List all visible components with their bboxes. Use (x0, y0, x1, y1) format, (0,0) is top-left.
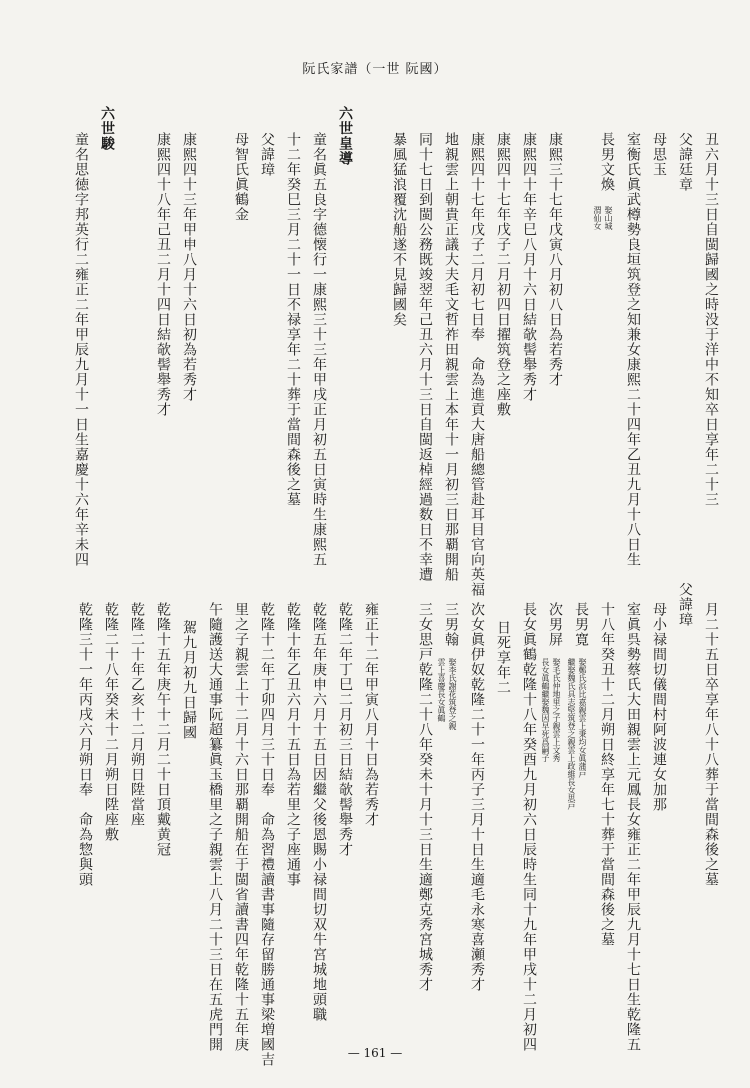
text-column: 室眞呉勢蔡氏大田親雲上元鳳長女雍正二年甲辰九月十七日生乾隆五 (625, 602, 641, 1052)
annotation-note: 娶鄭氏浜比嘉親雲上秉均女眞蒲戸 (578, 658, 587, 778)
text-column: 父諱廷章 (677, 132, 693, 192)
text-column: 康熙四十七年戊子二月初四日擢筑登之座敷 (495, 132, 511, 417)
annotation-note: 長女眞鶴繼娶魏因早死爲嗣子 (541, 658, 550, 762)
text-column: 長男寛 (573, 602, 589, 647)
text-column: 月二十五日卒享年八十八葬于當間森後之墓 (703, 602, 719, 887)
annotation-note: 娶毛氏仲地里之子親雲上文秀 (552, 658, 561, 762)
annotation-note: 雲上喜慶長女眞鶴 (437, 658, 446, 722)
text-column: 日死享年二 (495, 620, 511, 695)
text-column: 地親雲上朝貴正議大夫毛文哲祚田親雲上本年十一月初三日那覇開船 (443, 132, 459, 582)
text-column: 三女思戸乾隆二十八年癸未十月十三日生適鄭克秀宮城秀才 (417, 602, 433, 992)
text-column: 室衡氏眞武樽勢良垣筑登之知兼女康熙二十四年乙丑九月十八日生 (625, 132, 641, 567)
text-column: 乾隆二十八年癸未十二月朔日陞座敷 (103, 602, 119, 842)
text-column: 次男屏 (547, 602, 563, 647)
text-column: 暴風猛浪覆沈船遂不見歸國矣 (391, 132, 407, 327)
text-column: 長男文煥 (599, 132, 615, 192)
text-column: 乾隆十五年庚午十二月二十日頂戴黄冠 (155, 602, 171, 857)
text-column: 童名眞五良字德懐行一康熙三十三年甲戌正月初五日寅時生康熙五 (311, 132, 327, 567)
text-column: 乾隆十年乙丑六月十五日為若里之子座通事 (285, 602, 301, 887)
text-column: 乾隆十二年丁卯四月三十日奉 命為習禮讀書事隨存留勝通事梁増國吉 (259, 602, 275, 1067)
generation-heading: 六世駿 (99, 106, 115, 151)
annotation-note: 娶李氏謝花筑登之親 (448, 658, 457, 730)
text-column: 康熙四十七年戊子二月初七日奉 命為進貢大唐船總管赴耳目官向英福 (469, 132, 485, 597)
text-column: 康熙三十七年戊寅八月初八日為若秀才 (547, 132, 563, 387)
text-column: 童名思徳字邦英行二雍正二年甲辰九月十一日生嘉慶十六年辛未四 (73, 132, 89, 567)
text-column: 十二年癸巳三月二十一日不禄享年二十葬于當間森後之墓 (285, 132, 301, 507)
text-column: 次女眞伊奴乾隆二十一年丙子三月十日生適毛永寒喜瀬秀才 (469, 602, 485, 992)
text-column: 十八年癸丑十二月朔日終享年七十葬于當間森後之墓 (599, 602, 615, 947)
text-column: 父諱璋 (677, 582, 693, 627)
text-column: 三男翰 (443, 602, 459, 647)
text-column: 乾隆五年庚申六月十五日因繼父後恩賜小禄間切双牛宮城地頭職 (311, 602, 327, 1022)
annotation-note: 渭仙女 (593, 206, 602, 230)
annotation-note: 娶山城 (604, 206, 613, 230)
text-column: 乾隆三十一年丙戌六月朔日奉 命為惣與頭 (77, 602, 93, 887)
page-number: — 161 — (347, 1046, 403, 1060)
text-column: 駕九月初九日歸國 (181, 620, 197, 740)
text-column: 康熙四十年辛巳八月十六日結欹髻舉秀才 (521, 132, 537, 402)
text-column: 雍正十二年甲寅八月十日為若秀才 (363, 602, 379, 827)
annotation-note: 繼娶魏氏具志堅筑登之親雲上政維長女思戸 (567, 658, 576, 810)
text-column: 里之子親雲上十二月十六日那覇開船在于閩省讀書四年乾隆十五年庚 (233, 602, 249, 1052)
text-column: 乾隆二十年乙亥十二月朔日陞當座 (129, 602, 145, 827)
page-header: 阮氏家譜（一世 阮國） (302, 62, 448, 77)
text-column: 康熙四十八年己丑二月十四日結欹髻舉秀才 (155, 132, 171, 417)
top-text-block (0, 106, 750, 597)
text-column: 午隨護送大通事阮超纂眞玉橋里之子親雲上八月二十三日在五虎門開 (207, 602, 223, 1052)
text-column: 母智氏眞鶴金 (233, 132, 249, 222)
text-column: 父諱璋 (259, 132, 275, 177)
text-column: 丑六月十三日自閩歸國之時没于洋中不知卒日享年二十三 (703, 132, 719, 507)
text-column: 乾隆二年丁巳二月初三日結欹髻舉秀才 (337, 602, 353, 857)
generation-heading: 六世皇導 (337, 106, 353, 166)
text-column: 長女眞鶴乾隆十八年癸酉九月初六日辰時生同十九年甲戌十二月初四 (521, 602, 537, 1052)
text-column: 同十七日到閩公務既竣翌年己丑六月十三日自閩返棹經過数日不幸遭 (417, 132, 433, 582)
text-column: 母小禄間切儀間村阿波連女加那 (651, 602, 667, 812)
text-column: 康熙四十三年甲申八月十六日初為若秀才 (181, 132, 197, 402)
text-column: 母思玉 (651, 132, 667, 177)
